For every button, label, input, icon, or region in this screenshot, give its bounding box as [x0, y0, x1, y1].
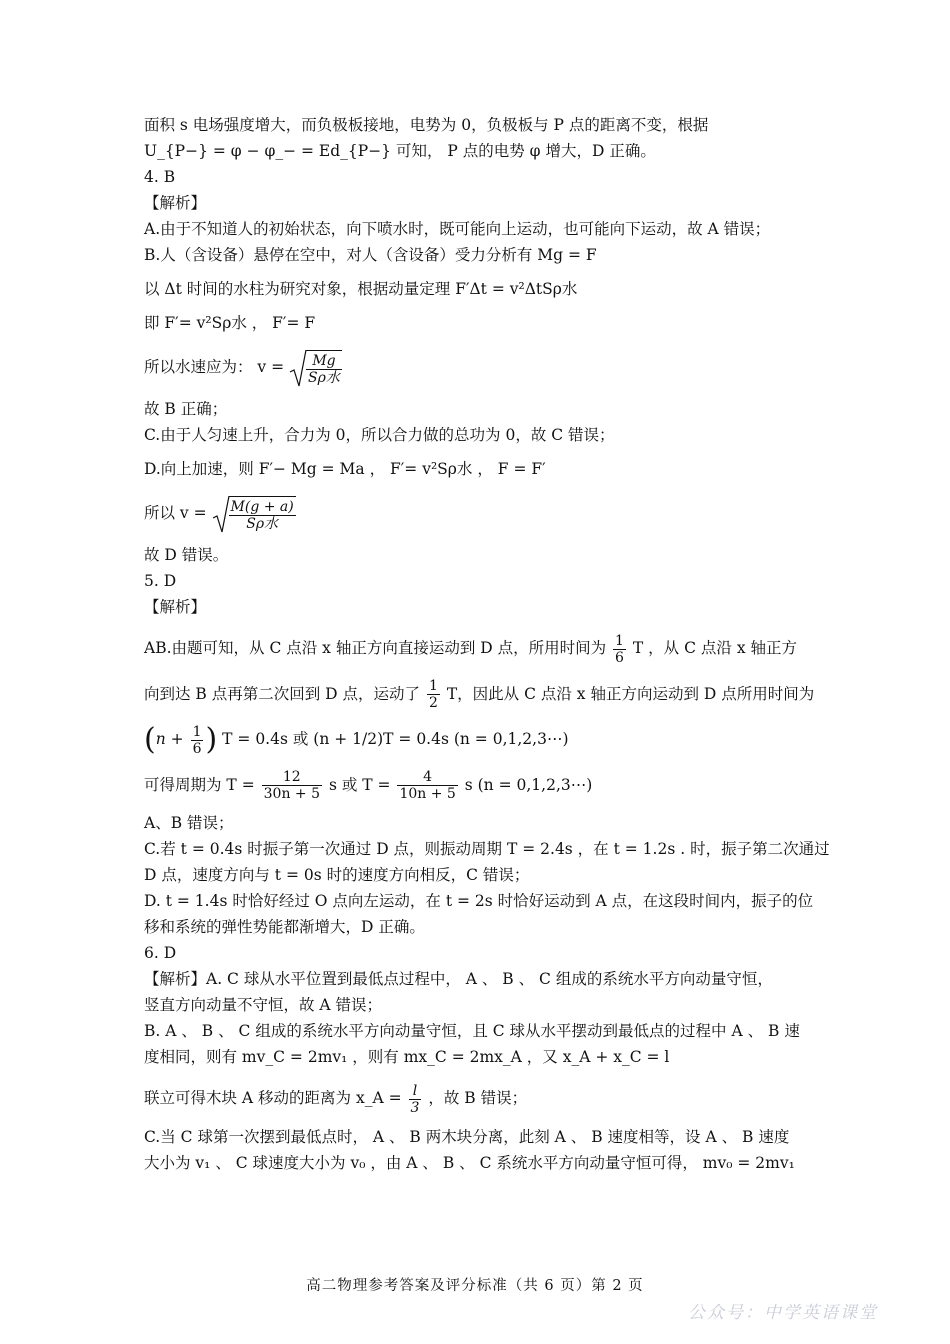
denominator: 10n + 5 — [399, 786, 456, 802]
text-line: B.人（含设备）悬停在空中，对人（含设备）受力分析有 Mg = F — [144, 246, 597, 264]
numerator: 12 — [262, 769, 322, 786]
numerator: Mg — [306, 353, 342, 370]
text-line: A、B 错误； — [144, 814, 234, 832]
radical-sign — [212, 494, 230, 534]
text-fragment: T ，从 C 点沿 x 轴正方 — [632, 639, 797, 657]
numerator: M(g + a) — [230, 499, 294, 515]
radical-sign — [289, 348, 307, 388]
fraction — [262, 769, 322, 802]
formula-line — [144, 494, 809, 534]
fraction — [306, 350, 342, 386]
text-line: 故 D 错误。 — [144, 546, 229, 564]
denominator: 30n + 5 — [263, 786, 320, 802]
text-line: 移和系统的弹性势能都渐增大，D 正确。 — [144, 918, 425, 936]
denominator: Sρ水 — [246, 516, 279, 532]
formula-line — [144, 348, 809, 388]
fraction — [191, 724, 204, 757]
text-fragment: n + — [155, 730, 184, 748]
right-paren: ) — [205, 722, 218, 757]
answer-body — [144, 112, 830, 1176]
text-line: 面积 s 电场强度增大，而负极板接地，电势为 0，负极板与 P 点的距离不变，根据 — [144, 116, 709, 134]
text-line: B. A 、 B 、 C 组成的系统水平方向动量守恒，且 C 球从水平摆动到最低点的过程中 A 、 B 速 — [144, 1022, 800, 1040]
page-footer: 高二物理参考答案及评分标准（共 6 页）第 2 页 — [306, 1278, 644, 1294]
text-fragment: s (n = 0,1,2,3⋯) — [464, 775, 593, 794]
text-line: 即 F′= v²Sρ水 ， F′= F — [144, 314, 316, 332]
text-fragment: T = 0.4s 或 (n + 1/2)T = 0.4s (n = 0,1,2,3⋯) — [222, 730, 569, 748]
text-line: C.当 C 球第一次摆到最低点时， A 、 B 两木块分离，此刻 A 、 B 速度相等，设 A 、 B 速度 — [144, 1127, 790, 1146]
denominator: Sρ水 — [308, 370, 340, 386]
text-fragment: 所以 v = — [144, 504, 207, 522]
text-fragment: 可得周期为 T = — [144, 775, 255, 794]
formula-line — [144, 632, 809, 666]
denominator: 3 — [410, 1099, 420, 1116]
text-fragment: 所以水速应为： v = — [144, 358, 285, 376]
text-fragment: T，因此从 C 点沿 x 轴正方向运动到 D 点所用时间为 — [446, 684, 815, 703]
numerator: 1 — [192, 723, 202, 740]
numerator: 4 — [397, 769, 457, 786]
text-line: 大小为 v₁ 、 C 球速度大小为 v₀ ，由 A 、 B 、 C 系统水平方向动量守恒可得， mv₀ = 2mv₁ — [144, 1153, 795, 1172]
question-number: 6. D — [144, 944, 177, 962]
text-fragment: 联立可得木块 A 移动的距离为 x_A = — [144, 1089, 402, 1107]
text-line: D.向上加速，则 F′− Mg = Ma ， F′= v²Sρ水 ， F = F′ — [144, 460, 546, 478]
sqrt-expression — [212, 494, 298, 534]
text-line: U_{P−} = φ − φ_− = Ed_{P−} 可知， P 点的电势 φ 增大，D 正确。 — [144, 142, 656, 160]
fraction — [409, 1083, 422, 1116]
text-fragment: AB.由题可知，从 C 点沿 x 轴正方向直接运动到 D 点，所用时间为 — [144, 639, 607, 657]
text-fragment: s 或 T = — [328, 775, 391, 794]
formula-line — [144, 723, 809, 757]
left-paren: ( — [144, 722, 156, 757]
denominator: 2 — [428, 695, 438, 711]
numerator: 1 — [428, 678, 438, 694]
question-number: 5. D — [144, 572, 177, 590]
fraction — [229, 496, 296, 532]
text-line: D. t = 1.4s 时恰好经过 O 点向左运动，在 t = 2s 时恰好运动到 A 点，在这段时间内，振子的位 — [144, 892, 814, 910]
denominator: 6 — [192, 740, 202, 757]
analysis-heading: 【解析】 — [144, 194, 207, 212]
text-line: C.由于人匀速上升，合力为 0，所以合力做的总功为 0，故 C 错误； — [144, 426, 615, 444]
text-line: A.由于不知道人的初始状态，向下喷水时，既可能向上运动，也可能向下运动，故 A 错误； — [144, 220, 771, 238]
text-line: 故 B 正确； — [144, 400, 228, 418]
formula-line — [144, 678, 815, 712]
fraction — [427, 678, 440, 711]
analysis-heading: 【解析】 — [144, 598, 207, 616]
watermark: 公众号：中学英语课堂 — [688, 1303, 878, 1323]
sqrt-expression — [289, 348, 344, 388]
text-line: C.若 t = 0.4s 时振子第一次通过 D 点，则振动周期 T = 2.4s ，在 t = 1.2s . 时，振子第二次通过 — [144, 840, 830, 858]
text-fragment: 向到达 B 点再第二次回到 D 点，运动了 — [144, 684, 421, 703]
text-line: 以 Δt 时间的水柱为研究对象，根据动量定理 F′Δt = v²ΔtSρ水 — [144, 280, 578, 298]
text-line: D 点，速度方向与 t = 0s 时的速度方向相反，C 错误； — [144, 866, 530, 884]
text-line: 竖直方向动量不守恒，故 A 错误； — [144, 996, 383, 1014]
question-number: 4. B — [144, 168, 176, 186]
text-line: 度相同，则有 mv_C = 2mv₁ ，则有 mx_C = 2mx_A ，又 x_A + x_C = l — [144, 1048, 670, 1066]
text-fragment: ，故 B 错误； — [428, 1089, 528, 1107]
fraction — [397, 769, 457, 802]
numerator: l — [409, 1083, 422, 1100]
fraction — [613, 633, 626, 666]
text-line: 【解析】A. C 球从水平位置到最低点过程中， A 、 B 、 C 组成的系统水平方向动量守恒， — [144, 970, 773, 988]
formula-line — [144, 1082, 809, 1116]
formula-line — [144, 769, 809, 803]
denominator: 6 — [615, 649, 624, 666]
numerator: 1 — [615, 632, 624, 649]
